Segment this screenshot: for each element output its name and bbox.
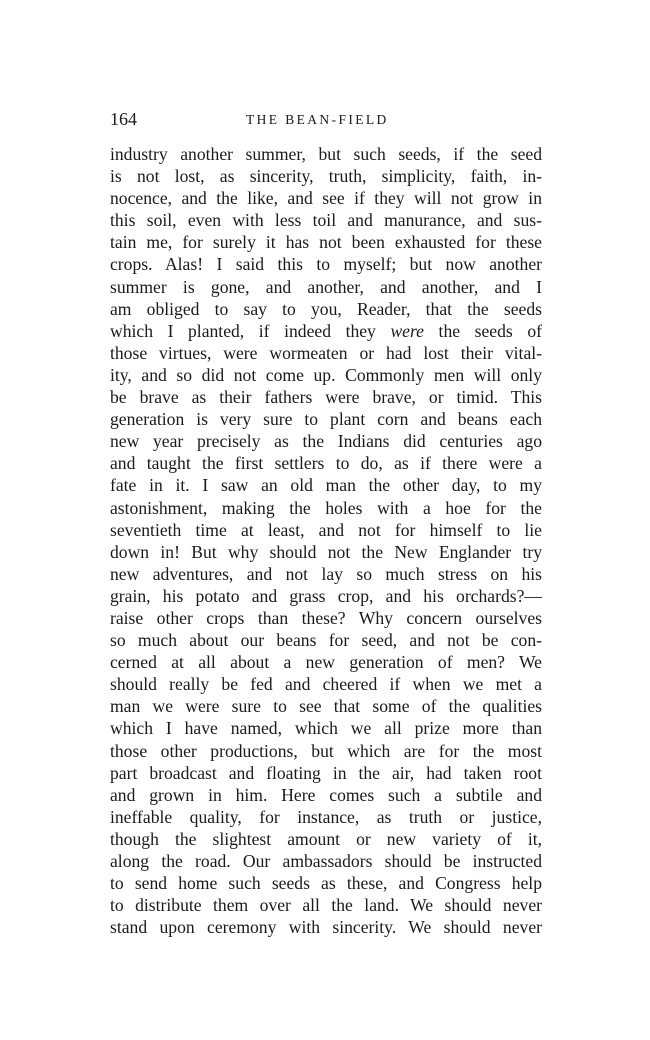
text-line: summer is gone, and another, and another, and I: [110, 276, 542, 297]
text-line: ity, and so did not come up. Commonly men will only: [110, 364, 542, 385]
text-line: fate in it. I saw an old man the other day, to my: [110, 475, 542, 496]
text-line: generation is very sure to plant corn and beans each: [110, 409, 542, 430]
text-line: be brave as their fathers were brave, or timid. This: [110, 387, 542, 408]
running-title: THE BEAN-FIELD: [246, 112, 389, 127]
text-line: so much about our beans for seed, and not be con-: [110, 630, 542, 651]
text-line: those other productions, but which are for the most: [110, 740, 542, 761]
text-line: cerned at all about a new generation of men? We: [110, 652, 542, 673]
text-line: though the slightest amount or new variety of it,: [110, 828, 542, 849]
text-line: raise other crops than these? Why concern ourselves: [110, 607, 542, 628]
italic-word: were: [390, 320, 424, 341]
text-segment: which I planted, if indeed they: [110, 320, 391, 341]
text-line: is not lost, as sincerity, truth, simplicity, faith, in-: [110, 166, 542, 187]
text-line: new adventures, and not lay so much stress on his: [110, 563, 542, 584]
text-line: those virtues, were wormeaten or had lost their vital-: [110, 342, 542, 363]
text-line: and taught the first settlers to do, as if there were a: [110, 453, 542, 474]
text-line: stand upon ceremony with sincerity. We should never: [110, 917, 542, 938]
text-line: ineffable quality, for instance, as truth or justice,: [110, 806, 542, 827]
text-line: new year precisely as the Indians did centuries ago: [110, 431, 542, 452]
text-line: grain, his potato and grass crop, and his orchards?—: [110, 585, 542, 606]
text-line: should really be fed and cheered if when we met a: [110, 674, 542, 695]
text-line: part broadcast and floating in the air, had taken root: [110, 762, 542, 783]
text-line: seventieth time at least, and not for himself to lie: [110, 519, 542, 540]
text-line: astonishment, making the holes with a hoe for the: [110, 497, 542, 518]
text-line: nocence, and the like, and see if they will not grow in: [110, 188, 542, 209]
text-line: [110, 320, 542, 342]
page-number: 164: [110, 109, 137, 129]
text-line: man we were sure to see that some of the qualities: [110, 696, 542, 717]
text-line: and grown in him. Here comes such a subtile and: [110, 784, 542, 805]
text-line: to distribute them over all the land. We should never: [110, 895, 542, 916]
text-line: tain me, for surely it has not been exhausted for these: [110, 232, 542, 253]
text-line: am obliged to say to you, Reader, that the seeds: [110, 298, 542, 319]
text-line: down in! But why should not the New Englander try: [110, 541, 542, 562]
body-text: [110, 143, 542, 938]
text-line: this soil, even with less toil and manurance, and sus-: [110, 210, 542, 231]
text-segment: the seeds of: [423, 320, 542, 341]
text-line: which I have named, which we all prize more than: [110, 718, 542, 739]
running-head: [110, 106, 542, 132]
text-line: to send home such seeds as these, and Congress help: [110, 873, 542, 894]
text-line: along the road. Our ambassadors should be instructed: [110, 851, 542, 871]
text-line: industry another summer, but such seeds, if the seed: [110, 144, 542, 164]
text-line: crops. Alas! I said this to myself; but now another: [110, 254, 542, 275]
